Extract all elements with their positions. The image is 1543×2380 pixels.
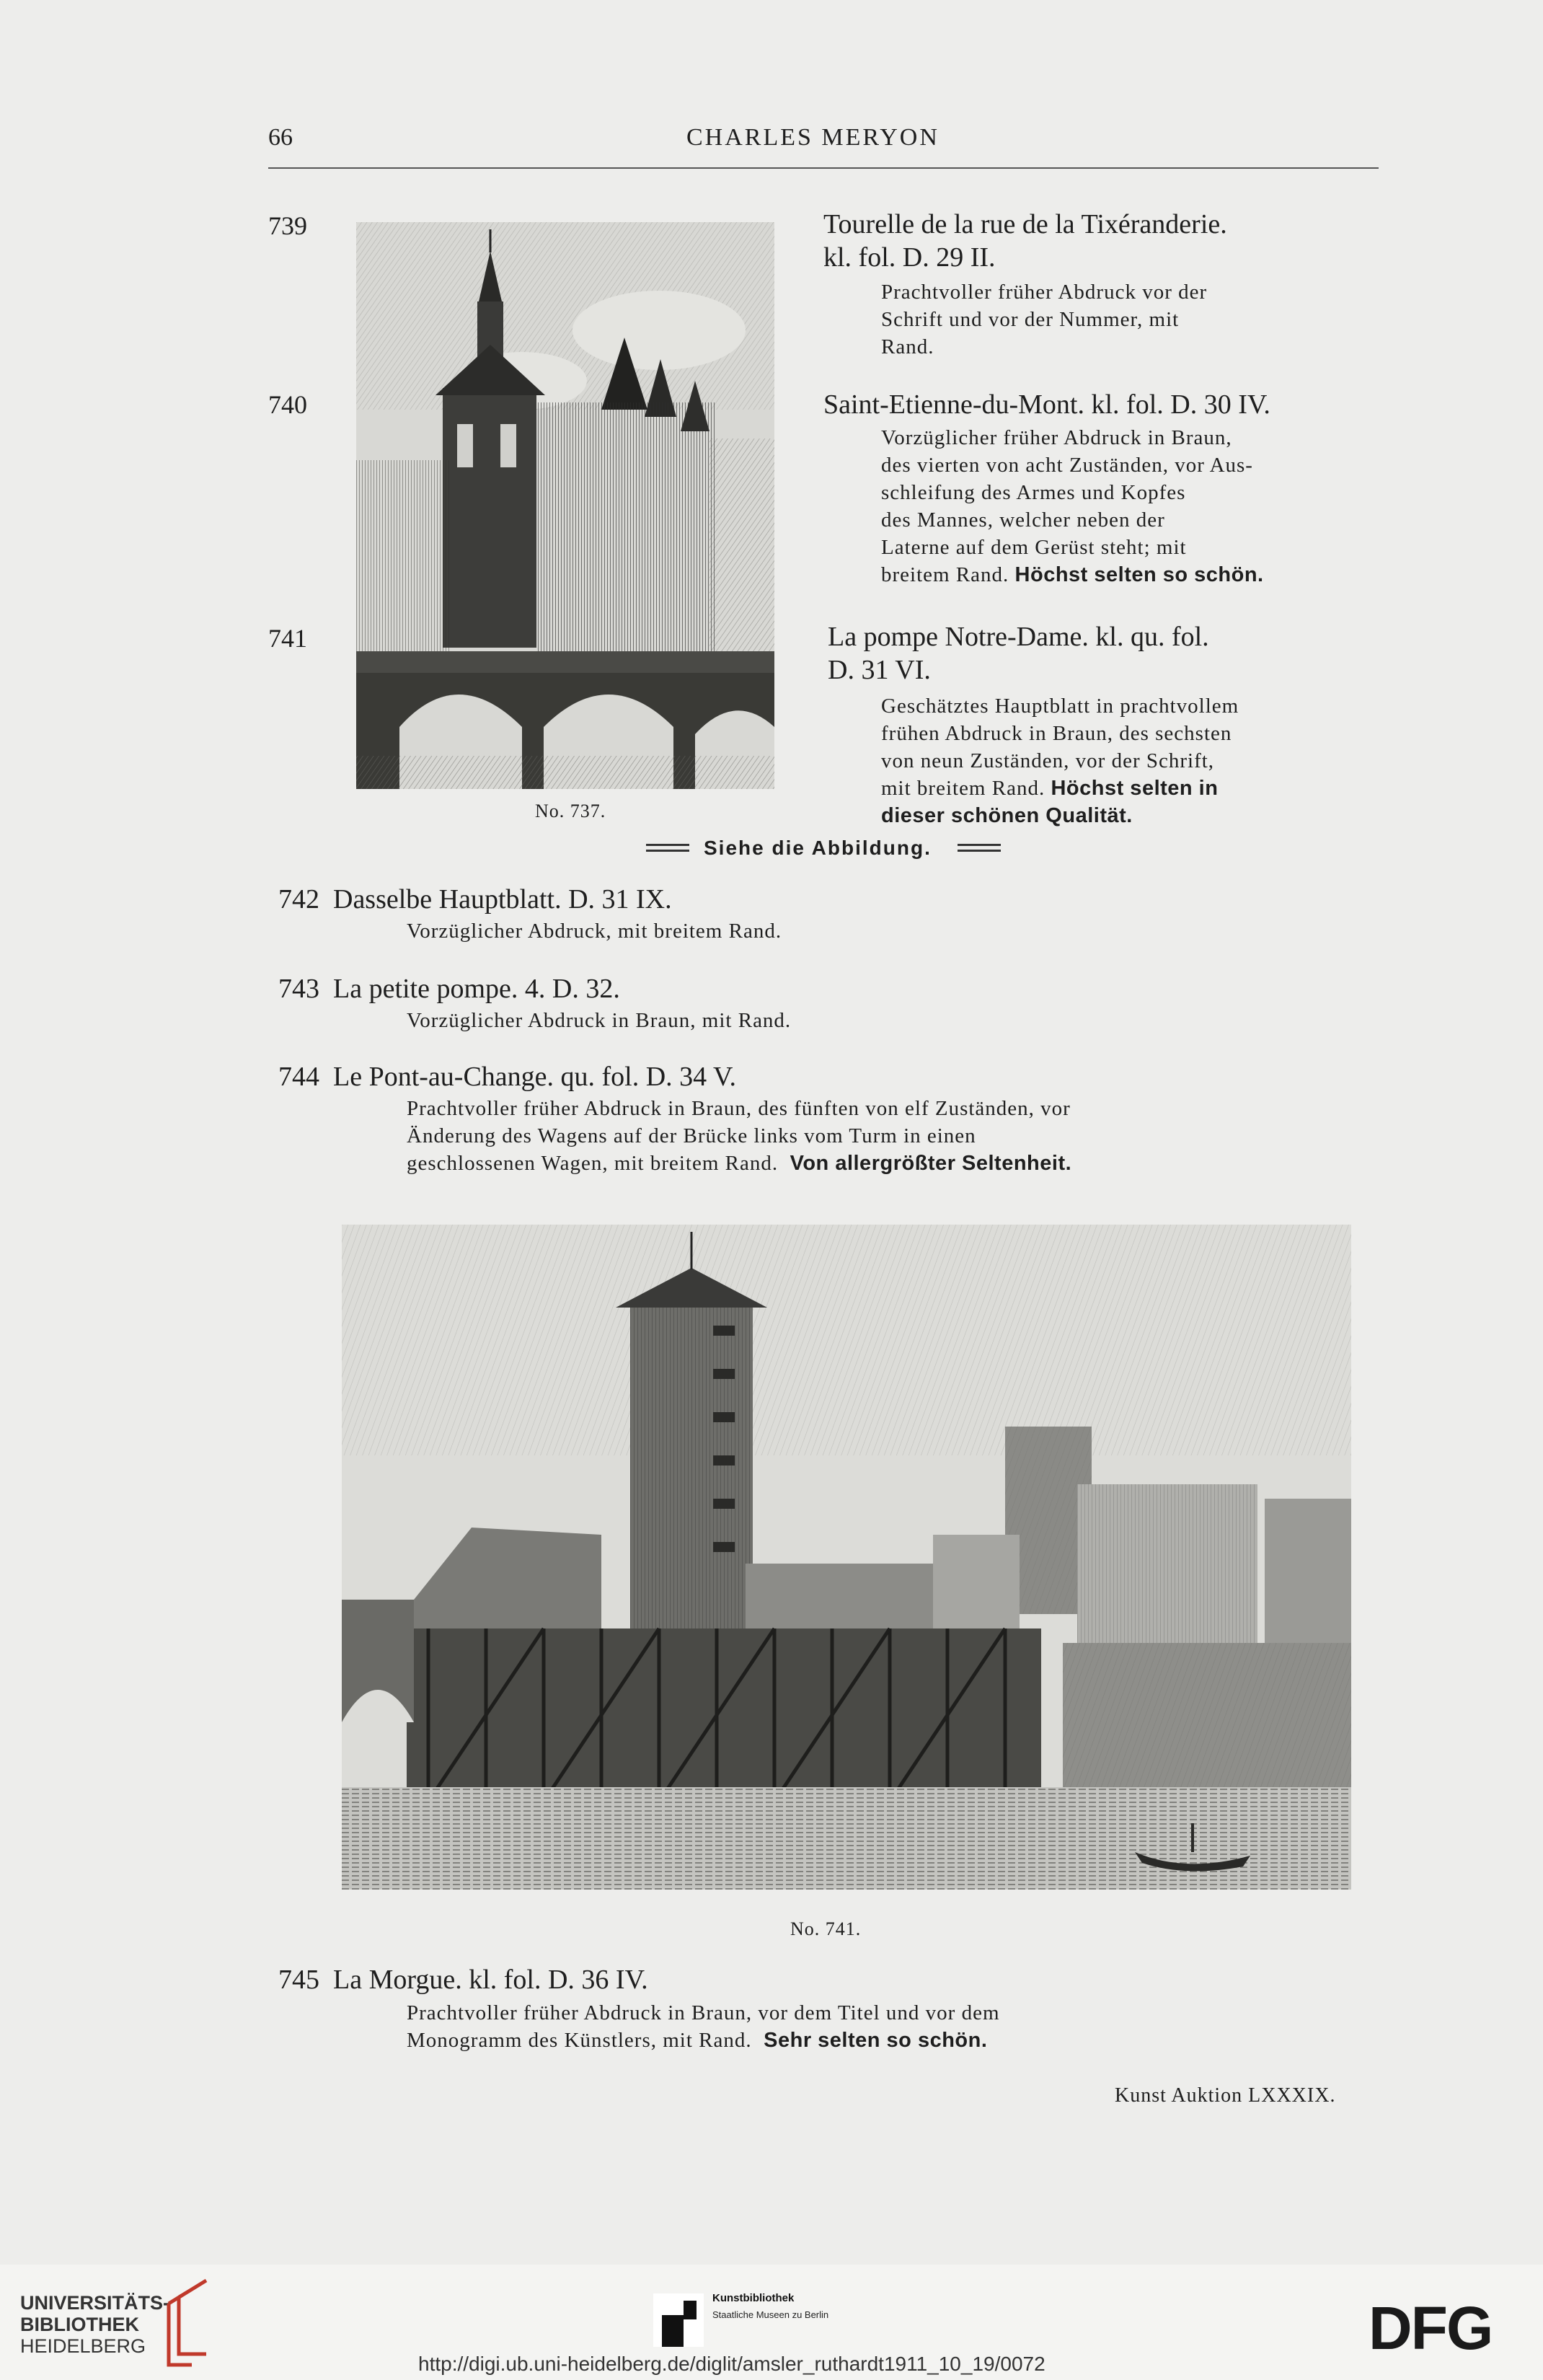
- entry-744-title: Le Pont-au-Change. qu. fol. D. 34 V.: [333, 1062, 737, 1092]
- entry-741-desc-line: Geschätztes Hauptblatt in prachtvollem: [881, 695, 1239, 718]
- dfg-logo[interactable]: DFG: [1369, 2294, 1493, 2362]
- kunstbibliothek-logo-graphic: [653, 2293, 704, 2347]
- running-title: CHARLES MERYON: [686, 124, 939, 151]
- lot-number-741: 741: [268, 624, 307, 653]
- entry-743-desc: Vorzüglicher Abdruck in Braun, mit Rand.: [407, 1009, 792, 1032]
- entry-742-title: Dasselbe Hauptblatt. D. 31 IX.: [333, 884, 672, 914]
- library-name-line: UNIVERSITÄTS-: [20, 2292, 170, 2314]
- entry-739-title-line2: kl. fol. D. 29 II.: [823, 242, 996, 273]
- catalogue-mark: Kunst Auktion LXXXIX.: [1115, 2084, 1336, 2107]
- entry-740-rarity-note: Höchst selten so schön.: [1014, 563, 1264, 586]
- lot-number-745: 745: [278, 1965, 319, 1995]
- entry-741: [828, 620, 1386, 829]
- kunstbibliothek-logo-icon[interactable]: [653, 2293, 704, 2347]
- lot-number-742: 742: [278, 884, 319, 914]
- entry-742: [278, 883, 1389, 945]
- lot-number-743: 743: [278, 974, 319, 1004]
- kunstbibliothek-subtitle: Staatliche Museen zu Berlin: [712, 2309, 829, 2320]
- etching-pompe-notre-dame: [342, 1225, 1351, 1890]
- library-logo-icon-graphic: [163, 2275, 213, 2368]
- entry-740-title: Saint-Etienne-du-Mont. kl. fol. D. 30 IV.: [823, 389, 1270, 420]
- entry-741-rarity-note-line2: dieser schönen Qualität.: [881, 804, 1133, 827]
- entry-740-desc-line: des Mannes, welcher neben der: [881, 508, 1165, 532]
- library-name: [20, 2292, 169, 2357]
- kunstbibliothek-name: Kunstbibliothek: [712, 2292, 795, 2304]
- see-figure-note: [646, 837, 1014, 863]
- entry-744-desc-l3: geschlossenen Wagen, mit breitem Rand.: [407, 1152, 779, 1175]
- figure-caption-737: No. 737.: [535, 801, 606, 821]
- page-number: 66: [268, 124, 293, 151]
- entry-744-desc-line: Prachtvoller früher Abdruck in Braun, des fünften von elf Zuständen, vor: [407, 1097, 1071, 1120]
- entry-739-desc-line: Prachtvoller früher Abdruck vor der: [881, 281, 1208, 304]
- entry-741-desc-line: frühen Abdruck in Braun, des sechsten: [881, 722, 1232, 745]
- lot-number-740: 740: [268, 390, 307, 419]
- entry-740-desc-line: Vorzüglicher früher Abdruck in Braun,: [881, 426, 1232, 449]
- etching-tourelle-drawing: [356, 222, 774, 789]
- entry-745-title: La Morgue. kl. fol. D. 36 IV.: [333, 1965, 648, 1995]
- header-rule: [268, 167, 1379, 169]
- entry-744-desc-line: [407, 1150, 1389, 1177]
- entry-741-title: La pompe Notre-Dame. kl. qu. fol.: [828, 622, 1209, 652]
- entry-741-desc-line: [881, 775, 1386, 802]
- entry-740-desc-last: breitem Rand.: [881, 563, 1009, 586]
- entry-745-desc-line: [407, 2027, 1389, 2054]
- entry-742-desc: Vorzüglicher Abdruck, mit breitem Rand.: [407, 920, 782, 943]
- lot-number-739: 739: [268, 211, 307, 240]
- double-rule: [646, 850, 689, 852]
- double-rule: [646, 844, 689, 846]
- see-figure-text: Siehe die Abbildung.: [704, 837, 932, 859]
- entry-741-rarity-note: Höchst selten in: [1051, 777, 1219, 800]
- entry-745-desc-line: Prachtvoller früher Abdruck in Braun, vor dem Titel und vor dem: [407, 2001, 1000, 2024]
- entry-743-title: La petite pompe. 4. D. 32.: [333, 974, 620, 1004]
- entry-741-desc-line: von neun Zuständen, vor der Schrift,: [881, 749, 1215, 772]
- library-logo-icon[interactable]: [163, 2275, 213, 2368]
- source-url[interactable]: http://digi.ub.uni-heidelberg.de/diglit/amsler_ruthardt1911_10_19/0072: [418, 2353, 1045, 2375]
- entry-739-title: Tourelle de la rue de la Tixéranderie.: [823, 209, 1227, 239]
- entry-739-desc-line: Rand.: [881, 335, 934, 358]
- entry-744-rarity-note: Von allergrößter Seltenheit.: [790, 1152, 1072, 1175]
- entry-740-desc-line: schleifung des Armes und Kopfes: [881, 481, 1186, 504]
- digitization-footer: [0, 2265, 1543, 2380]
- entry-745: [278, 1963, 1389, 2054]
- entry-740-desc-line: des vierten von acht Zuständen, vor Aus-: [881, 454, 1253, 477]
- entry-740-desc-line: Laterne auf dem Gerüst steht; mit: [881, 536, 1187, 559]
- entry-739: [823, 208, 1386, 361]
- lot-number-744: 744: [278, 1062, 319, 1092]
- double-rule: [958, 844, 1001, 846]
- double-rule: [958, 850, 1001, 852]
- entry-743: [278, 972, 1389, 1034]
- entry-740-desc-line: [881, 561, 1386, 589]
- figure-caption-741: No. 741.: [790, 1918, 862, 1939]
- etching-tourelle: [356, 222, 774, 789]
- entry-741-title-line2: D. 31 VI.: [828, 655, 931, 685]
- library-name-line: BIBLIOTHEK: [20, 2314, 139, 2335]
- entry-741-desc-l4: mit breitem Rand.: [881, 777, 1045, 800]
- etching-pompe-drawing: [342, 1225, 1351, 1890]
- entry-745-rarity-note: Sehr selten so schön.: [764, 2029, 988, 2052]
- entry-740: [823, 388, 1386, 589]
- entry-739-desc-line: Schrift und vor der Nummer, mit: [881, 308, 1180, 331]
- entry-745-desc-l2: Monogramm des Künstlers, mit Rand.: [407, 2029, 752, 2052]
- entry-744-desc-line: Änderung des Wagens auf der Brücke links vom Turm in einen: [407, 1124, 976, 1147]
- entry-744: [278, 1060, 1389, 1177]
- library-name-line: HEIDELBERG: [20, 2335, 146, 2357]
